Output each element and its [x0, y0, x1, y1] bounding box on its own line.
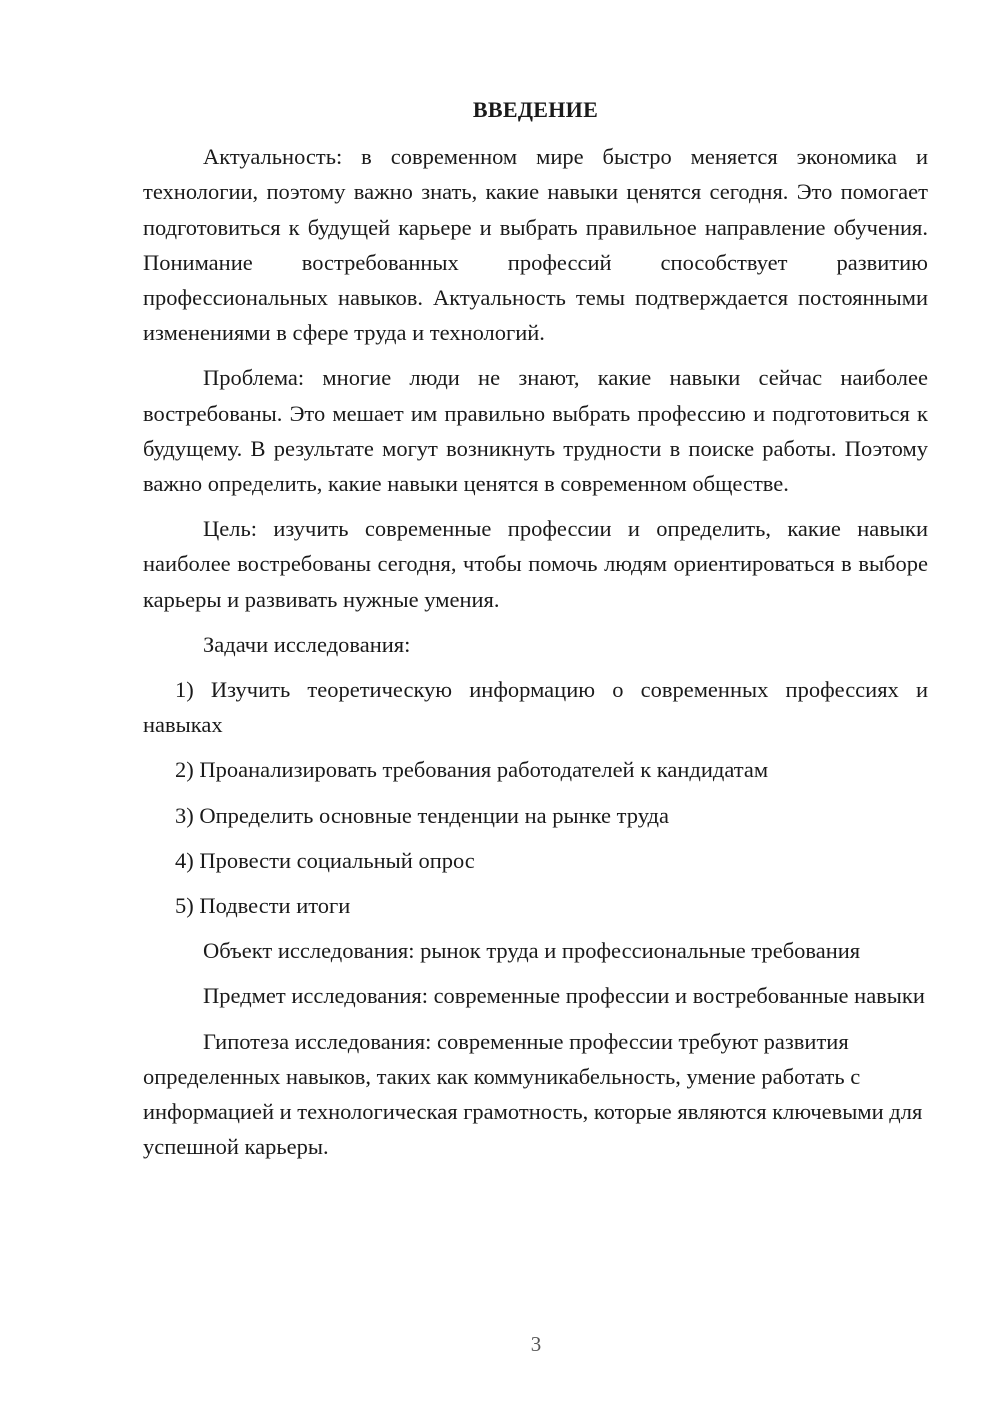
problem-paragraph: Проблема: многие люди не знают, какие навыки сейчас наиболее востребованы. Это мешает им правильно выбрать профессию и подготовиться к будущему. В результате могут возникнуть трудности в поиске работы. Поэтому важно определить, какие навыки ценятся в современном обществе. [143, 365, 928, 497]
goal-paragraph: Цель: изучить современные профессии и определить, какие навыки наиболее востребованы сегодня, чтобы помочь людям ориентироваться в выборе карьеры и развивать нужные умения. [143, 516, 928, 612]
page-title: ВВЕДЕНИЕ [472, 97, 599, 122]
task-item-1: 1) Изучить теоретическую информацию о современных профессиях и навыках [143, 677, 928, 738]
page-number: 3 [530, 1332, 542, 1356]
subject-paragraph: Предмет исследования: современные профессии и востребованные навыки [203, 983, 925, 1009]
hypothesis-paragraph: Гипотеза исследования: современные профессии требуют развития определенных навыков, таких как коммуникабельность, умение работать с информацией и технологическая грамотность, которые являются ключевыми для успешной карьеры. [143, 1028, 923, 1160]
object-paragraph: Объект исследования: рынок труда и профессиональные требования [203, 938, 861, 964]
relevance-paragraph: Актуальность: в современном мире быстро меняется экономика и технологии, поэтому важно знать, какие навыки ценятся сегодня. Это помогает подготовиться к будущей карьере и выбрать правильное направление обучения. Понимание востребованных профессий способствует развитию профессиональных навыков. Актуальность темы подтверждается постоянными изменениями в сфере труда и технологий. [143, 144, 928, 346]
task-item-2: 2) Проанализировать требования работодателей к кандидатам [175, 757, 769, 783]
task-item-5: 5) Подвести итоги [175, 893, 351, 919]
tasks-heading: Задачи исследования: [203, 631, 411, 657]
task-item-3: 3) Определить основные тенденции на рынке труда [175, 802, 669, 828]
document-body [143, 92, 928, 1174]
task-item-4: 4) Провести социальный опрос [175, 847, 475, 873]
